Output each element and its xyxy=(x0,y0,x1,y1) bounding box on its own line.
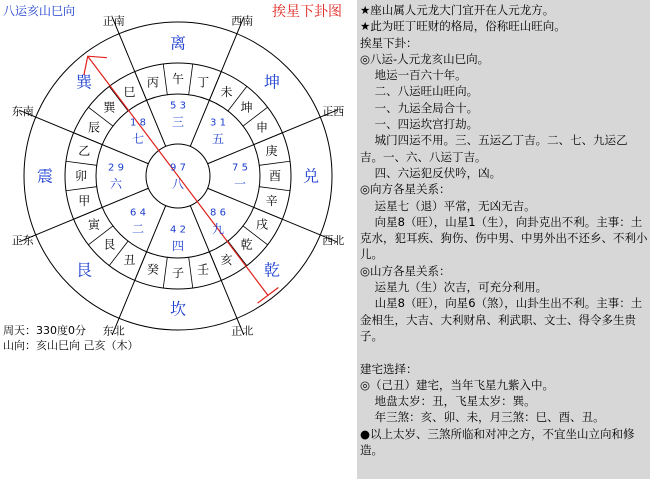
analysis-line: 建宅选择： xyxy=(360,361,418,376)
mountain-label: 子 xyxy=(171,266,185,280)
direction-label: 西北 xyxy=(322,233,345,247)
analysis-line: ★座山属人元龙大门宜开在人元龙方。 xyxy=(360,3,555,17)
mountain-label: 卯 xyxy=(74,169,88,183)
mountain-label: 酉 xyxy=(268,169,282,183)
trigram-label: 乾 xyxy=(264,260,281,280)
analysis-line: ★此为旺丁旺财的格局，俗称旺山旺向。 xyxy=(360,19,566,34)
direction-label: 正北 xyxy=(231,324,254,338)
analysis-line: 运星七（退）平常，无凶无吉。 xyxy=(360,198,536,213)
direction-label: 东北 xyxy=(102,324,125,338)
mountain-label: 辛 xyxy=(265,194,278,209)
analysis-line: 向星8（旺），山星1（生），向卦克出不利。主事：土克水，犯耳疾、狗伤、伤中男、中男外出不还乡、不利小儿。 xyxy=(360,214,648,262)
mountain-divider xyxy=(259,187,290,191)
trigram-label: 震 xyxy=(36,166,54,186)
analysis-line: ◎八运-人元龙亥山巳向。 xyxy=(360,51,490,66)
chart-heading: 挨星下卦图 xyxy=(272,4,342,20)
trigram-label: 艮 xyxy=(75,260,92,280)
mountain-divider xyxy=(74,133,103,145)
direction-label: 正西 xyxy=(322,105,345,119)
palace-base-star: 八 xyxy=(171,177,185,191)
trigram-label: 巽 xyxy=(75,72,92,92)
shanxiang-line: 山向：亥山巳向 己亥（木） xyxy=(3,339,139,352)
palace-stars: 4 2 xyxy=(170,224,186,236)
mountain-divider xyxy=(163,64,167,95)
mountain-label: 午 xyxy=(171,72,185,86)
palace-stars: 7 5 xyxy=(232,162,248,174)
palace-base-star: 一 xyxy=(233,177,247,191)
palace-stars: 8 6 xyxy=(210,207,226,219)
mountain-divider xyxy=(209,72,221,101)
palace-stars: 2 9 xyxy=(108,162,124,174)
analysis-line: 四、六运犯反伏吟，凶。 xyxy=(360,165,502,180)
analysis-line: 一、四运坎宫打劫。 xyxy=(360,117,479,132)
mountain-divider xyxy=(135,252,147,281)
direction-label: 西南 xyxy=(231,14,254,28)
mountain-divider xyxy=(66,187,97,191)
mountain-label: 巳 xyxy=(123,84,136,99)
mountain-divider xyxy=(189,257,193,288)
trigram-label: 兑 xyxy=(302,166,320,186)
direction-label: 东南 xyxy=(11,105,34,119)
mountain-divider xyxy=(189,64,193,95)
mountain-label: 申 xyxy=(255,120,269,135)
mountain-label: 丑 xyxy=(123,253,136,268)
palace-base-star: 六 xyxy=(109,177,123,191)
mountain-label: 坤 xyxy=(240,100,253,115)
analysis-line: 运星九（生）次吉，可充分利用。 xyxy=(360,280,548,295)
direction-label: 正东 xyxy=(11,233,34,247)
analysis-line: 地运一百六十年。 xyxy=(360,68,467,83)
mountain-label: 丙 xyxy=(146,75,159,90)
trigram-label: 离 xyxy=(169,33,187,53)
mountain-label: 丁 xyxy=(197,75,210,90)
zhoutian-line: 周天：330度0分 xyxy=(3,324,86,337)
mountain-label: 巽 xyxy=(103,100,116,115)
trigram-label: 坎 xyxy=(169,299,187,319)
analysis-line: 年三煞：亥、卯、未，月三煞：巳、酉、丑。 xyxy=(360,410,605,425)
trigram-label: 坤 xyxy=(264,72,281,92)
palace-stars: 9 7 xyxy=(170,162,186,174)
mountain-label: 甲 xyxy=(78,194,91,209)
analysis-line: 一、九运全局合十。 xyxy=(360,100,479,115)
analysis-line: 挨星下卦： xyxy=(360,35,418,50)
palace-stars: 3 1 xyxy=(210,117,226,129)
analysis-line: ●以上太岁、三煞所临和对冲之方，不宜坐山立向和修造。 xyxy=(360,426,635,458)
palace-stars: 5 3 xyxy=(170,100,186,112)
direction-label: 正南 xyxy=(102,14,125,28)
mountain-label: 壬 xyxy=(197,262,210,277)
palace-stars: 6 4 xyxy=(130,207,146,219)
palace-base-star: 二 xyxy=(131,222,145,236)
palace-base-star: 九 xyxy=(211,222,225,236)
analysis-line: ◎（己丑）建宅，当年飞星九紫入中。 xyxy=(360,377,555,392)
mountain-divider xyxy=(135,72,147,101)
mountain-label: 乙 xyxy=(78,143,91,158)
mountain-label: 未 xyxy=(220,84,233,99)
analysis-line xyxy=(360,344,648,360)
palace-base-star: 五 xyxy=(211,132,225,146)
mountain-label: 癸 xyxy=(146,262,159,277)
facing-axis xyxy=(88,56,269,296)
analysis-line: 城门四运不用。三、五运乙丁吉。二、七、九运乙吉。一、六、八运丁吉。 xyxy=(360,133,628,164)
analysis-line: 二、八运旺山旺向。 xyxy=(360,84,479,99)
palace-stars: 1 8 xyxy=(130,117,146,129)
analysis-line: 山星8（旺），向星6（煞），山卦生出不利。主事：土金相生，大吉、大利财帛、利武职、文士、得令多生贵子。 xyxy=(360,296,643,343)
mountain-label: 乾 xyxy=(240,237,253,252)
mountain-label: 戌 xyxy=(255,217,269,232)
mountain-divider xyxy=(163,257,167,288)
palace-base-star: 四 xyxy=(171,239,185,253)
corner-title: 八运亥山巳向 xyxy=(3,4,76,18)
analysis-line: 地盘太岁：丑，飞星太岁：巽。 xyxy=(360,394,536,409)
analysis-line: ◎山方各星关系： xyxy=(360,263,451,278)
mountain-divider xyxy=(254,133,283,145)
analysis-panel xyxy=(357,0,650,479)
analysis-line: ◎向方各星关系： xyxy=(360,182,451,197)
mountain-label: 亥 xyxy=(220,253,233,268)
mountain-divider xyxy=(66,161,97,165)
mountain-label: 寅 xyxy=(87,217,101,232)
mountain-label: 艮 xyxy=(103,237,116,252)
mountain-divider xyxy=(209,252,221,281)
palace-base-star: 七 xyxy=(131,132,145,146)
palace-base-star: 三 xyxy=(171,115,185,129)
mountain-divider xyxy=(259,161,290,165)
mountain-label: 辰 xyxy=(87,120,101,135)
mountain-label: 庚 xyxy=(265,143,278,158)
